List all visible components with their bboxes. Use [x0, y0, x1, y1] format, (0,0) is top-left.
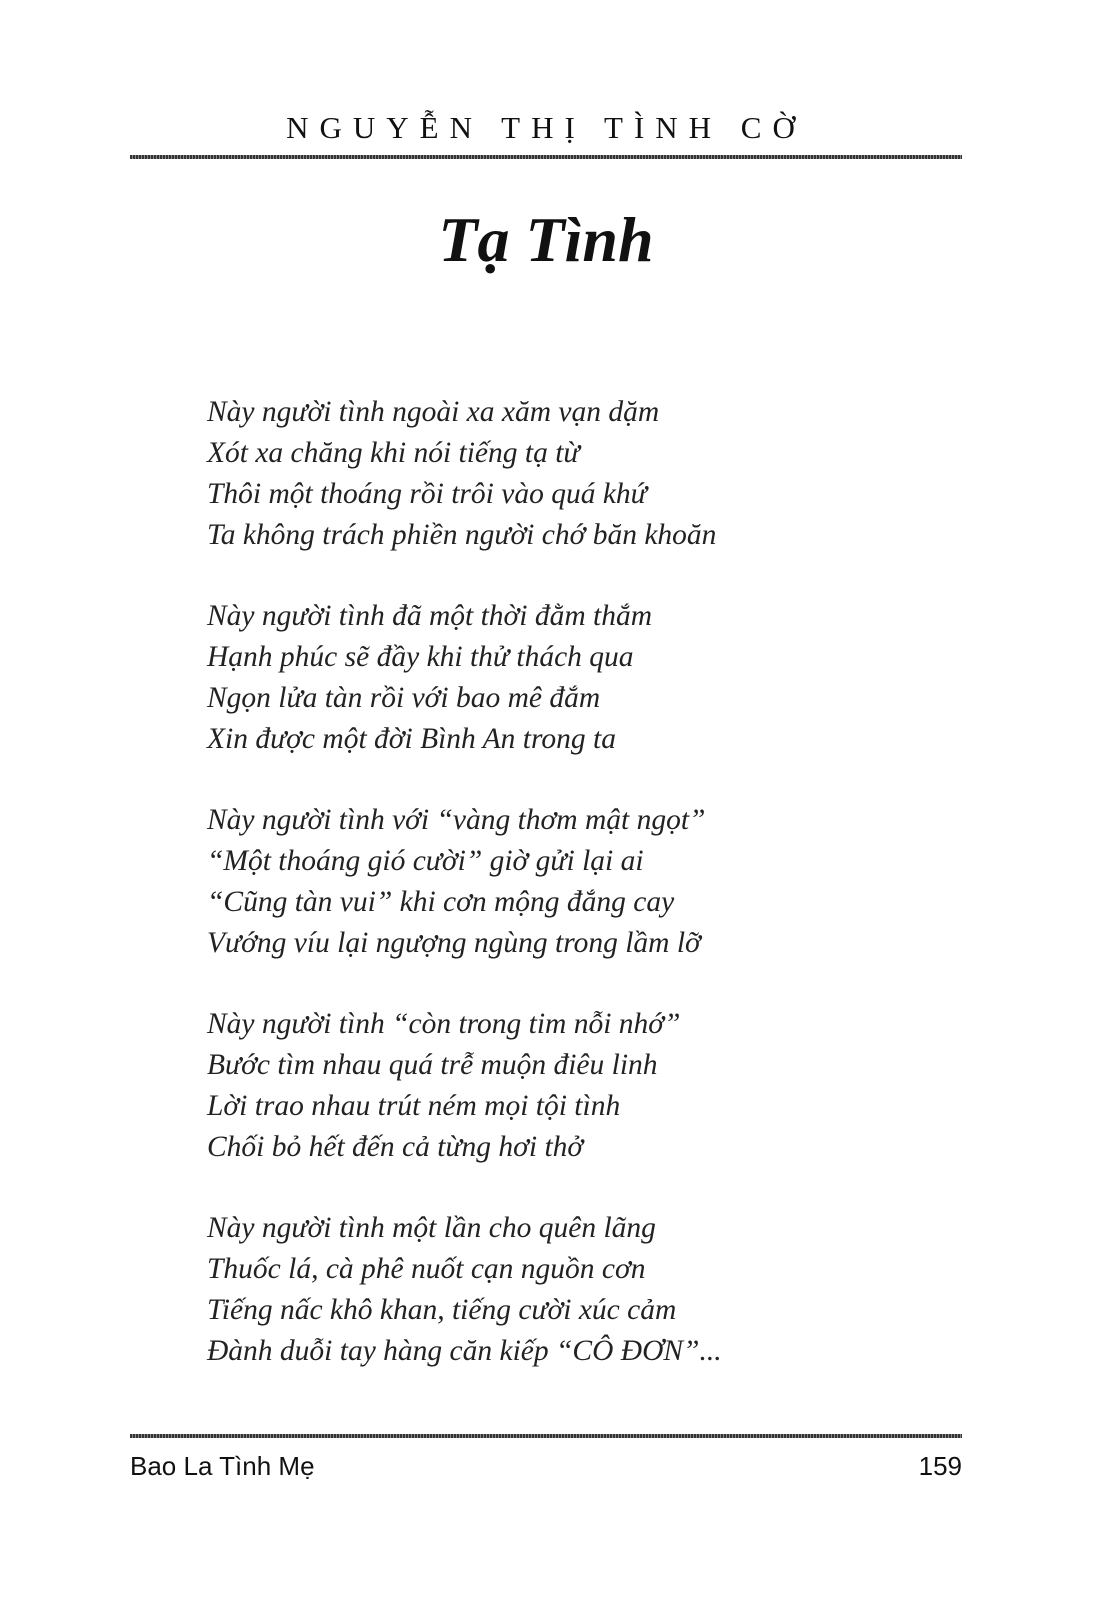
poem-line: Vướng víu lại ngượng ngùng trong lầm lỡ [207, 927, 701, 959]
poem-line: “Một thoáng gió cười” giờ gửi lại ai [207, 845, 644, 877]
stanza-3 [207, 800, 947, 964]
poem-line: Ngọn lửa tàn rồi với bao mê đắm [207, 682, 601, 714]
stanza-2 [207, 596, 947, 760]
poem-line: Này người tình với “vàng thơm mật ngọt” [207, 804, 706, 836]
footer-book-title: Bao La Tình Mẹ [130, 1451, 315, 1481]
page-number: 159 [918, 1451, 962, 1481]
poem-line: Lời trao nhau trút ném mọi tội tình [207, 1090, 621, 1122]
poem-line: Này người tình đã một thời đằm thắm [207, 600, 653, 632]
poem-line: Bước tìm nhau quá trễ muộn điêu linh [207, 1049, 658, 1081]
poem-line: Này người tình một lần cho quên lãng [207, 1212, 656, 1244]
poem-line: Này người tình “còn trong tim nỗi nhớ” [207, 1008, 681, 1040]
header-rule [130, 155, 962, 159]
poem-line: Tiếng nấc khô khan, tiếng cười xúc cảm [207, 1294, 677, 1326]
poem-body [207, 392, 947, 1412]
poem-line: Thôi một thoáng rồi trôi vào quá khứ [207, 478, 647, 510]
stanza-5 [207, 1208, 947, 1372]
poem-line: Chối bỏ hết đến cả từng hơi thở [207, 1131, 584, 1163]
poem-line: Ta không trách phiền người chớ băn khoăn [207, 519, 717, 551]
poem-line: “Cũng tàn vui” khi cơn mộng đắng cay [207, 886, 675, 918]
poem-line: Xót xa chăng khi nói tiếng tạ từ [207, 437, 580, 469]
poem-line: Xin được một đời Bình An trong ta [207, 723, 616, 755]
poem-line: Đành duỗi tay hàng căn kiếp “CÔ ĐƠN”... [207, 1335, 722, 1367]
stanza-4 [207, 1004, 947, 1168]
poem-title: Tạ Tình [438, 204, 654, 275]
poem-line: Hạnh phúc sẽ đầy khi thử thách qua [207, 641, 634, 673]
running-head-author: NGUYỄN THỊ TÌNH CỜ [286, 110, 806, 145]
footer-rule [130, 1434, 962, 1438]
poem-line: Thuốc lá, cà phê nuốt cạn nguồn cơn [207, 1253, 646, 1285]
stanza-1 [207, 392, 947, 556]
poem-line: Này người tình ngoài xa xăm vạn dặm [207, 396, 660, 428]
